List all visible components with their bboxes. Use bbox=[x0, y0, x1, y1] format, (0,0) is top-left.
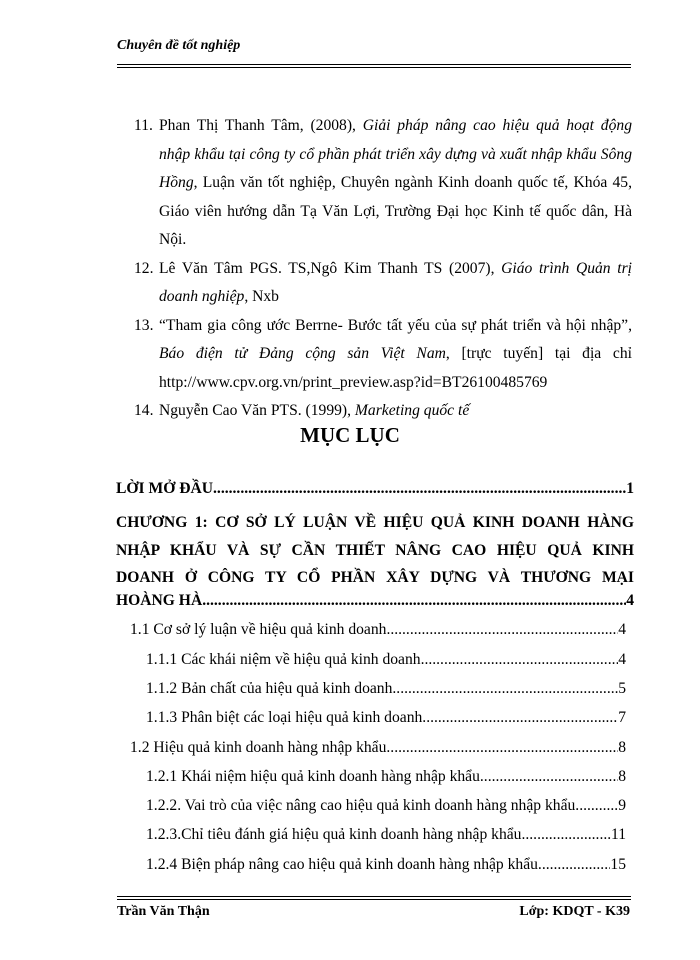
reference-list bbox=[134, 112, 632, 426]
toc-page-number: 4 bbox=[618, 650, 626, 668]
toc-leader-dots bbox=[213, 480, 626, 498]
reference-text bbox=[159, 312, 632, 398]
toc-leader-dots bbox=[386, 739, 618, 757]
toc-entry-label: 1.1 Cơ sở lý luận về hiệu quả kinh doanh bbox=[130, 621, 387, 639]
toc-page-number: 4 bbox=[626, 592, 634, 610]
toc-entry-1-1-2[interactable] bbox=[116, 680, 634, 709]
reference-text bbox=[159, 112, 632, 255]
toc-entry-label: 1.2.2. Vai trò của việc nâng cao hiệu quả kinh doanh hàng nhập khẩu bbox=[146, 797, 576, 815]
toc-page-number: 4 bbox=[618, 621, 626, 639]
toc-leader-dots bbox=[421, 651, 619, 669]
toc-entry-chapter-1[interactable] bbox=[116, 509, 634, 621]
toc-leader-dots bbox=[575, 797, 618, 815]
footer-class: Lớp: KDQT - K39 bbox=[519, 904, 630, 919]
toc-page-number: 11 bbox=[610, 826, 626, 844]
reference-title: Giáo trình Quản trị doanh nghiệp bbox=[159, 259, 632, 305]
toc-title: MỤC LỤC bbox=[300, 423, 400, 447]
toc-page-number: 8 bbox=[618, 738, 626, 756]
reference-text bbox=[159, 397, 632, 426]
reference-authors: Phan Thị Thanh Tâm, (2008), bbox=[159, 117, 363, 134]
reference-item bbox=[134, 112, 632, 255]
reference-authors: “Tham gia công ước Berrne- Bước tất yếu của sự phát triển và hội nhập”, bbox=[159, 316, 632, 334]
toc-entry-label: 1.1.3 Phân biệt các loại hiệu quả kinh doanh bbox=[146, 709, 423, 727]
toc-entry-1-2-3[interactable] bbox=[116, 826, 634, 855]
reference-item bbox=[134, 255, 632, 312]
toc-page-number: 7 bbox=[618, 709, 626, 727]
reference-title: Giải pháp nâng cao hiệu quả hoạt động nhập khẩu tại công ty cổ phần phát triển xây dựng và xuất nhập khẩu Sông Hồng bbox=[159, 117, 632, 191]
toc-entry-1-2-1[interactable] bbox=[116, 768, 634, 797]
toc-chapter-last-line bbox=[116, 592, 634, 621]
toc-entry-label: HOÀNG HÀ bbox=[116, 592, 203, 610]
header-rule-secondary bbox=[117, 67, 631, 68]
reference-number: 13. bbox=[134, 316, 154, 334]
reference-number: 11. bbox=[134, 117, 153, 134]
toc-entry-label: 1.2.1 Khái niệm hiệu quả kinh doanh hàng nhập khẩu bbox=[146, 767, 480, 785]
table-of-contents bbox=[116, 480, 634, 885]
toc-entry-1-1-1[interactable] bbox=[116, 651, 634, 680]
reference-number: 14. bbox=[134, 402, 154, 419]
reference-text bbox=[159, 255, 632, 312]
toc-leader-dots bbox=[538, 856, 610, 874]
toc-entry-label: 1.1.2 Bản chất của hiệu quả kinh doanh bbox=[146, 679, 393, 697]
toc-entry-1-1-3[interactable] bbox=[116, 709, 634, 738]
toc-entry-label: 1.2 Hiệu quả kinh doanh hàng nhập khẩu bbox=[130, 738, 387, 756]
toc-chapter-line: DOANH Ở CÔNG TY CỔ PHẦN XÂY DỰNG VÀ THƯƠNG MẠI bbox=[116, 569, 634, 587]
toc-page-number: 15 bbox=[610, 855, 626, 873]
footer-author: Trần Văn Thận bbox=[117, 904, 210, 919]
toc-entry-1-2-2[interactable] bbox=[116, 797, 634, 826]
page-header-title: Chuyên đề tốt nghiệp bbox=[117, 38, 241, 53]
header-rule bbox=[117, 64, 631, 65]
reference-item bbox=[134, 397, 632, 426]
toc-entry-label: 1.2.3.Chỉ tiêu đánh giá hiệu quả kinh doanh hàng nhập khẩu bbox=[146, 826, 522, 844]
reference-title: Marketing quốc tế bbox=[354, 402, 470, 419]
toc-chapter-line: NHẬP KHẨU VÀ SỰ CẦN THIẾT NÂNG CAO HIỆU QUẢ KINH bbox=[116, 541, 634, 559]
toc-leader-dots bbox=[202, 592, 626, 610]
reference-item bbox=[134, 312, 632, 398]
footer-rule-secondary bbox=[117, 899, 631, 900]
toc-page-number: 5 bbox=[618, 679, 626, 697]
footer-rule bbox=[117, 896, 631, 897]
reference-number: 12. bbox=[134, 259, 154, 277]
reference-authors: Nguyễn Cao Văn PTS. (1999), bbox=[159, 402, 355, 419]
toc-leader-dots bbox=[521, 826, 611, 844]
toc-entry-1-1[interactable] bbox=[116, 621, 634, 650]
toc-entry-label: LỜI MỞ ĐẦU bbox=[116, 480, 214, 497]
reference-authors: Lê Văn Tâm PGS. TS,Ngô Kim Thanh TS (2007), bbox=[159, 259, 502, 277]
toc-leader-dots bbox=[386, 621, 618, 639]
reference-title: Báo điện tử Đảng cộng sản Việt Nam bbox=[159, 345, 446, 362]
toc-entry-label: 1.2.4 Biện pháp nâng cao hiệu quả kinh doanh hàng nhập khẩu bbox=[146, 855, 538, 873]
toc-page-number: 8 bbox=[618, 767, 626, 785]
toc-leader-dots bbox=[480, 768, 618, 786]
toc-chapter-line: CHƯƠNG 1: CƠ SỞ LÝ LUẬN VỀ HIỆU QUẢ KINH DOANH HÀNG bbox=[116, 514, 634, 532]
toc-page-number: 9 bbox=[618, 797, 626, 815]
reference-details: , [trực tuyến] tại địa chỉ http://www.cpv.org.vn/print_preview.asp?id=BT26100485769 bbox=[159, 345, 632, 391]
reference-details: , Nxb bbox=[244, 288, 279, 305]
toc-entry-1-2-4[interactable] bbox=[116, 856, 634, 885]
toc-entry-label: 1.1.1 Các khái niệm về hiệu quả kinh doanh bbox=[146, 650, 421, 668]
toc-entry-intro[interactable] bbox=[116, 480, 634, 509]
toc-leader-dots bbox=[392, 680, 618, 698]
toc-leader-dots bbox=[422, 709, 618, 727]
toc-page-number: 1 bbox=[626, 480, 634, 497]
toc-entry-1-2[interactable] bbox=[116, 739, 634, 768]
reference-details: , Luận văn tốt nghiệp, Chuyên ngành Kinh doanh quốc tế, Khóa 45, Giáo viên hướng dẫn Tạ Văn Lợi, Trường Đại học Kinh tế quốc dân, Hà Nội. bbox=[159, 174, 632, 248]
